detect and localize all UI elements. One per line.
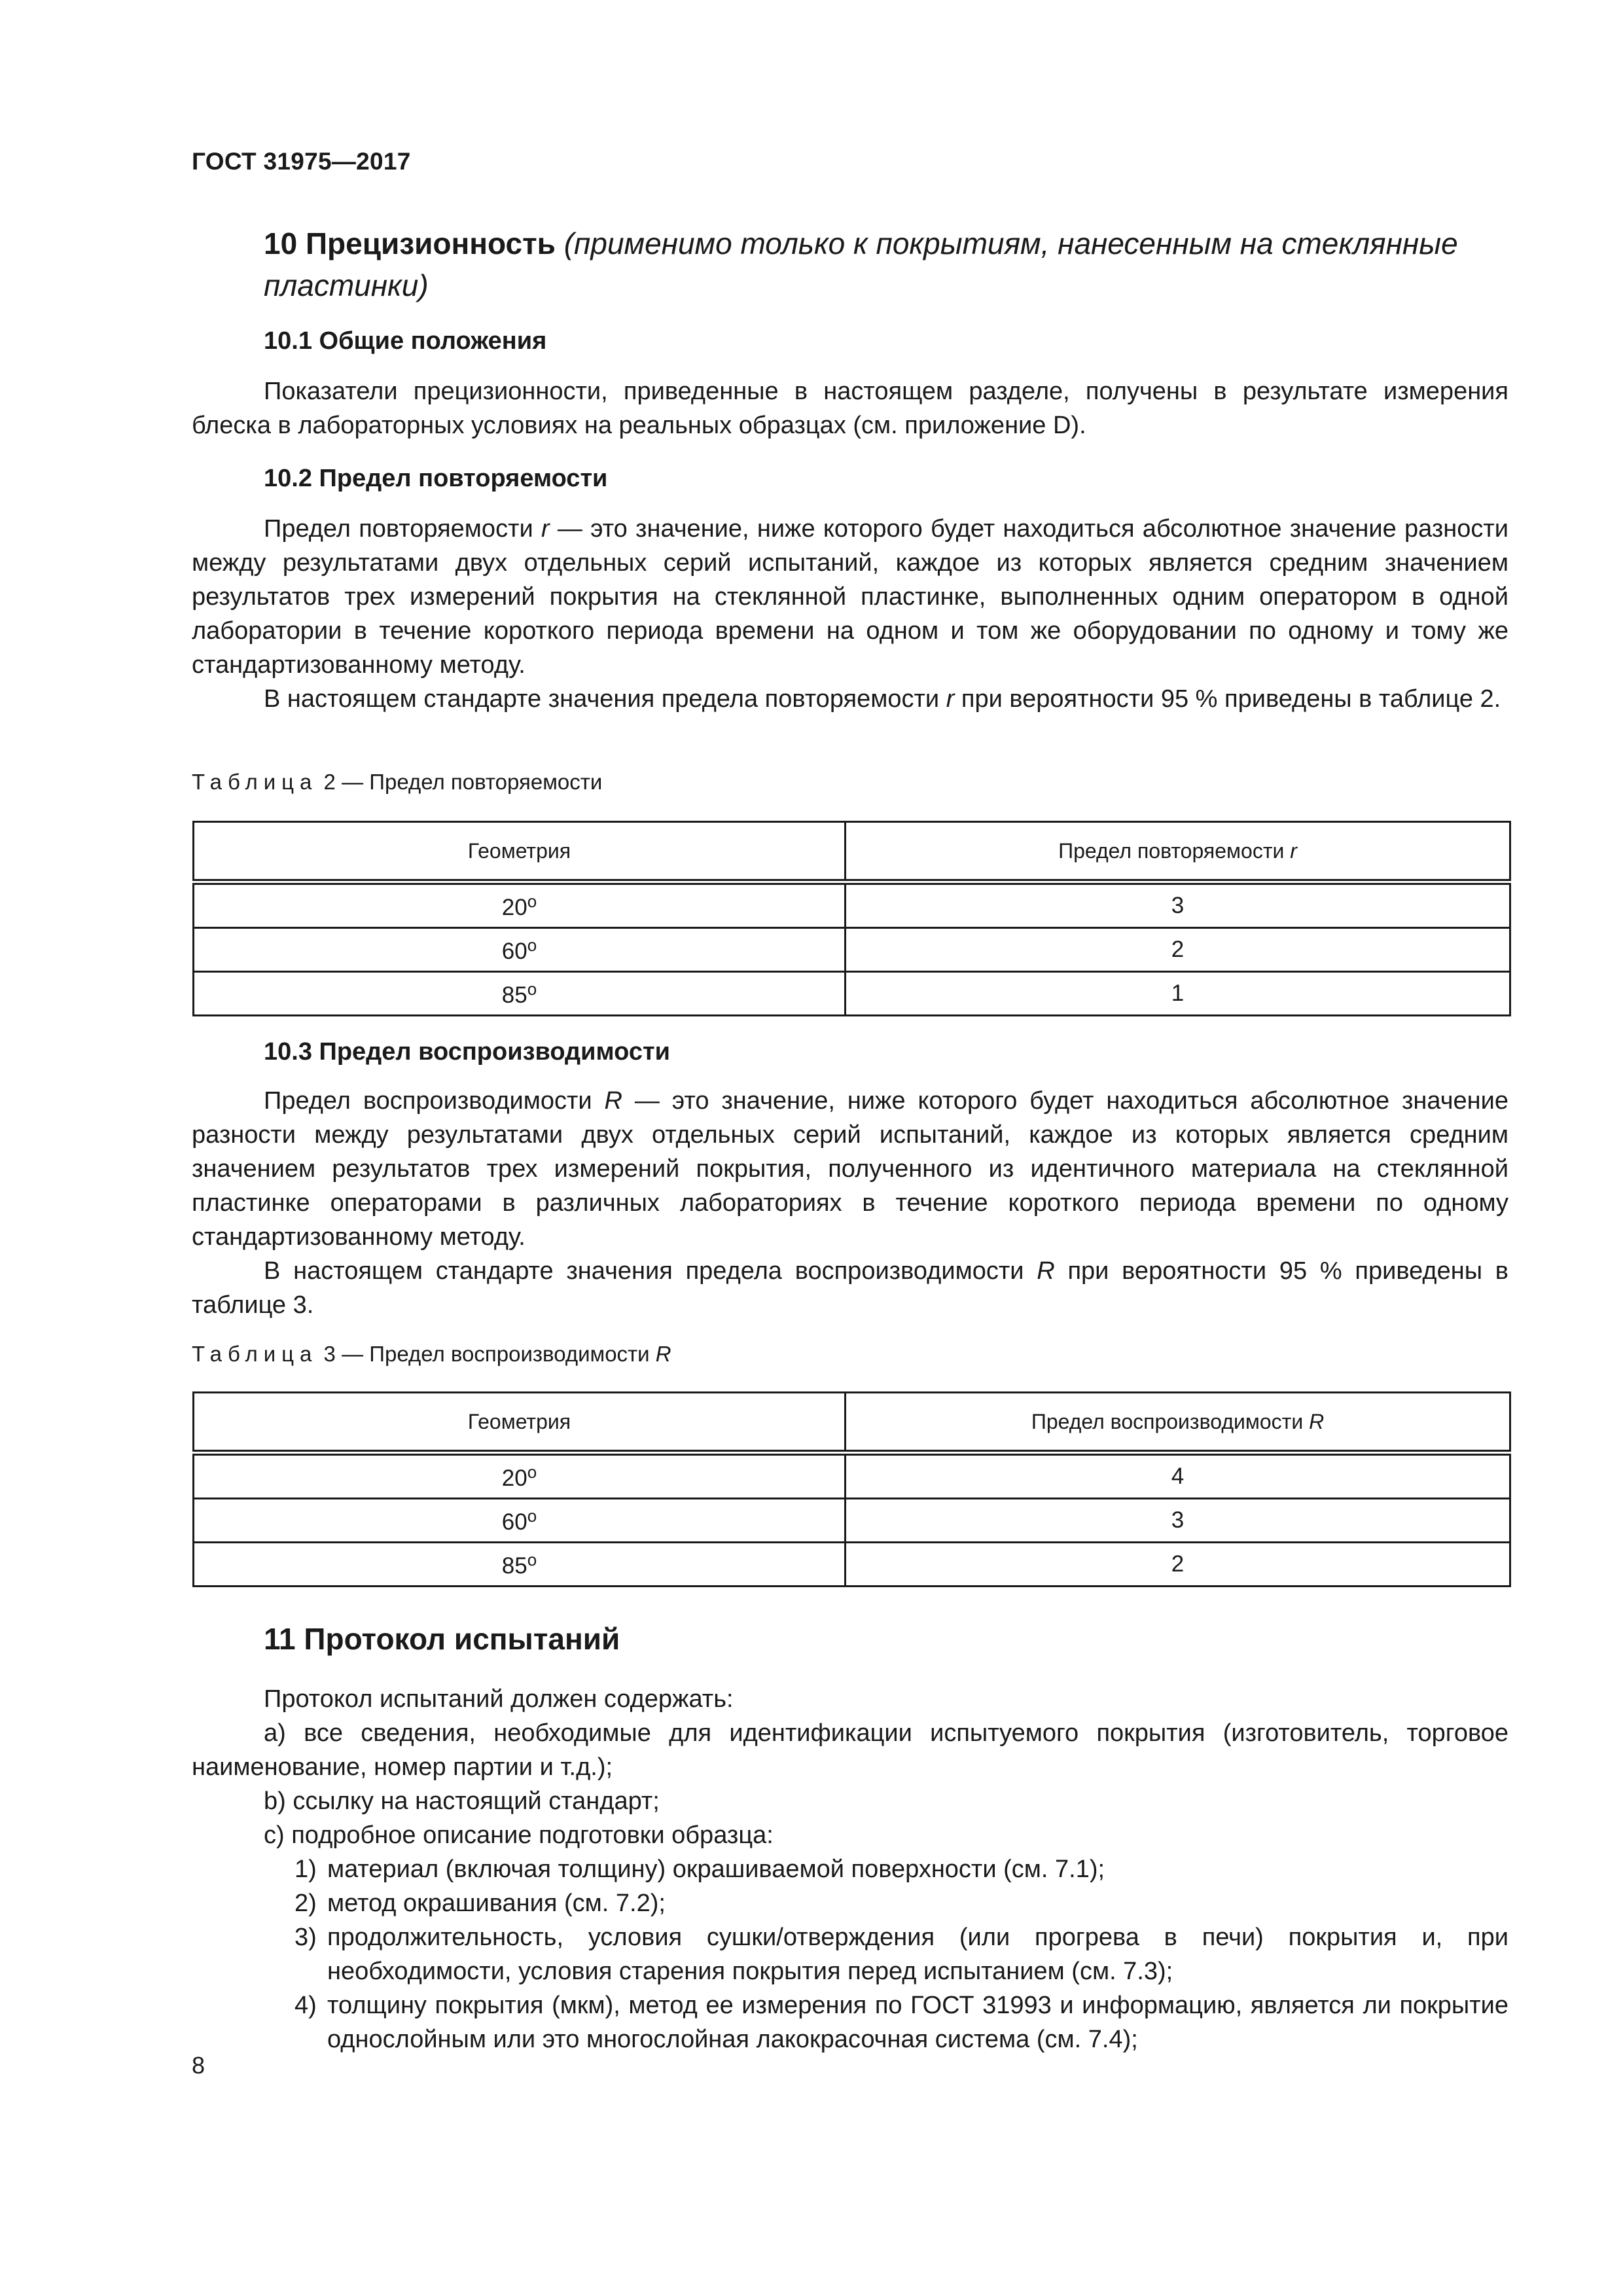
table-2-cell-value: 3 <box>846 882 1510 928</box>
table-3-cell-geometry: 85$^o$ <box>194 1543 846 1587</box>
table-3-header-row <box>194 1393 1510 1453</box>
list-item-c-subitems <box>294 1852 1508 2056</box>
list-item-a: a) все сведения, необходимые для идентификации испытуемого покрытия (изготовитель, торговое наименование, номер партии и т.д.); <box>192 1719 1508 1781</box>
table-3-cell-value: 4 <box>846 1453 1510 1499</box>
table-row <box>194 1543 1510 1587</box>
subsection-10-1-heading: 10.1 Общие положения <box>264 327 547 355</box>
document-header: ГОСТ 31975—2017 <box>192 148 411 175</box>
list-item-b: b) ссылку на настоящий стандарт; <box>264 1787 660 1815</box>
table-2-cell-value: 1 <box>846 972 1510 1016</box>
subsection-10-2-paragraph-2: В настоящем стандарте значения предела повторяемости r при вероятности 95 % приведены в таблице 2. <box>264 685 1501 713</box>
table-row <box>194 882 1510 928</box>
table-3-header-geometry: Геометрия <box>194 1393 846 1453</box>
table-3-cell-value: 3 <box>846 1499 1510 1543</box>
list-item: 1) материал (включая толщину) окрашиваемой поверхности (см. 7.1); <box>294 1856 1105 1883</box>
table-row <box>194 928 1510 972</box>
list-item: 4) толщину покрытия (мкм), метод ее измерения по ГОСТ 31993 и информацию, является ли покрытие однослойным или это многослойная лакокрасочная система (см. 7.4); <box>294 1992 1508 2053</box>
table-3-cell-value: 2 <box>846 1543 1510 1587</box>
subsection-10-2-heading: 10.2 Предел повторяемости <box>264 465 608 492</box>
subsection-10-3-heading: 10.3 Предел воспроизводимости <box>264 1038 670 1066</box>
table-2-cell-geometry: 60$^o$ <box>194 928 846 972</box>
table-3-cell-geometry: 60$^o$ <box>194 1499 846 1543</box>
section-10-title <box>264 223 1507 306</box>
table-3-header-limit: Предел воспроизводимости R <box>846 1393 1510 1453</box>
subsection-10-3-paragraph-2: В настоящем стандарте значения предела воспроизводимости R при вероятности 95 % приведены в таблице 3. <box>192 1257 1508 1319</box>
section-10-title-italic: (применимо только к покрытиям, нанесенным на стеклянные пластинки) <box>264 226 1458 302</box>
table-2-caption: Таблица 2 — Предел повторяемости <box>192 770 603 794</box>
subsection-10-2-paragraph-1: Предел повторяемости r — это значение, ниже которого будет находиться абсолютное значение разности между результатами двух отдельных серий испытаний, каждое из которых является средним значением результатов трех измерений покрытия на стеклянной пластинке, выполненных одним оператором в одной лаборатории в течение короткого периода времени на одном и том же оборудовании по одному и тому же стандартизованному методу. <box>192 515 1509 679</box>
table-2-header-row <box>194 822 1510 882</box>
table-2-cell-value: 2 <box>846 928 1510 972</box>
section-10-title-bold: 10 Прецизионность <box>264 226 556 260</box>
section-11-title: 11 Протокол испытаний <box>264 1622 620 1656</box>
section-11-intro: Протокол испытаний должен содержать: <box>264 1685 734 1713</box>
table-2-header-limit: Предел повторяемости r <box>846 822 1510 882</box>
subsection-10-3-paragraph-1: Предел воспроизводимости R — это значение, ниже которого будет находиться абсолютное значение разности между результатами двух отдельных серий испытаний, каждое из которых является средним значением результатов трех измерений покрытия, полученного из идентичного материала на стеклянной пластинке операторами в различных лабораториях в течение короткого периода времени по одному стандартизованному методу. <box>192 1087 1508 1251</box>
table-2-cell-geometry: 20$^o$ <box>194 882 846 928</box>
table-3-caption: Таблица 3 — Предел воспроизводимости R <box>192 1342 671 1366</box>
table-2-cell-geometry: 85$^o$ <box>194 972 846 1016</box>
table-3-cell-geometry: 20$^o$ <box>194 1453 846 1499</box>
table-row <box>194 1453 1510 1499</box>
list-item-c: c) подробное описание подготовки образца: <box>264 1821 774 1849</box>
page-number: 8 <box>192 2052 205 2079</box>
table-row <box>194 972 1510 1016</box>
table-2 <box>192 821 1511 1016</box>
table-row <box>194 1499 1510 1543</box>
list-item: 3) продолжительность, условия сушки/отверждения (или прогрева в печи) покрытия и, при необходимости, условия старения покрытия перед испытанием (см. 7.3); <box>294 1924 1508 1985</box>
table-2-header-geometry: Геометрия <box>194 822 846 882</box>
subsection-10-1-text: Показатели прецизионности, приведенные в настоящем разделе, получены в результате измерения блеска в лабораторных условиях на реальных образцах (см. приложение D). <box>192 378 1508 439</box>
list-item: 2) метод окрашивания (см. 7.2); <box>294 1890 666 1917</box>
table-3 <box>192 1391 1511 1587</box>
